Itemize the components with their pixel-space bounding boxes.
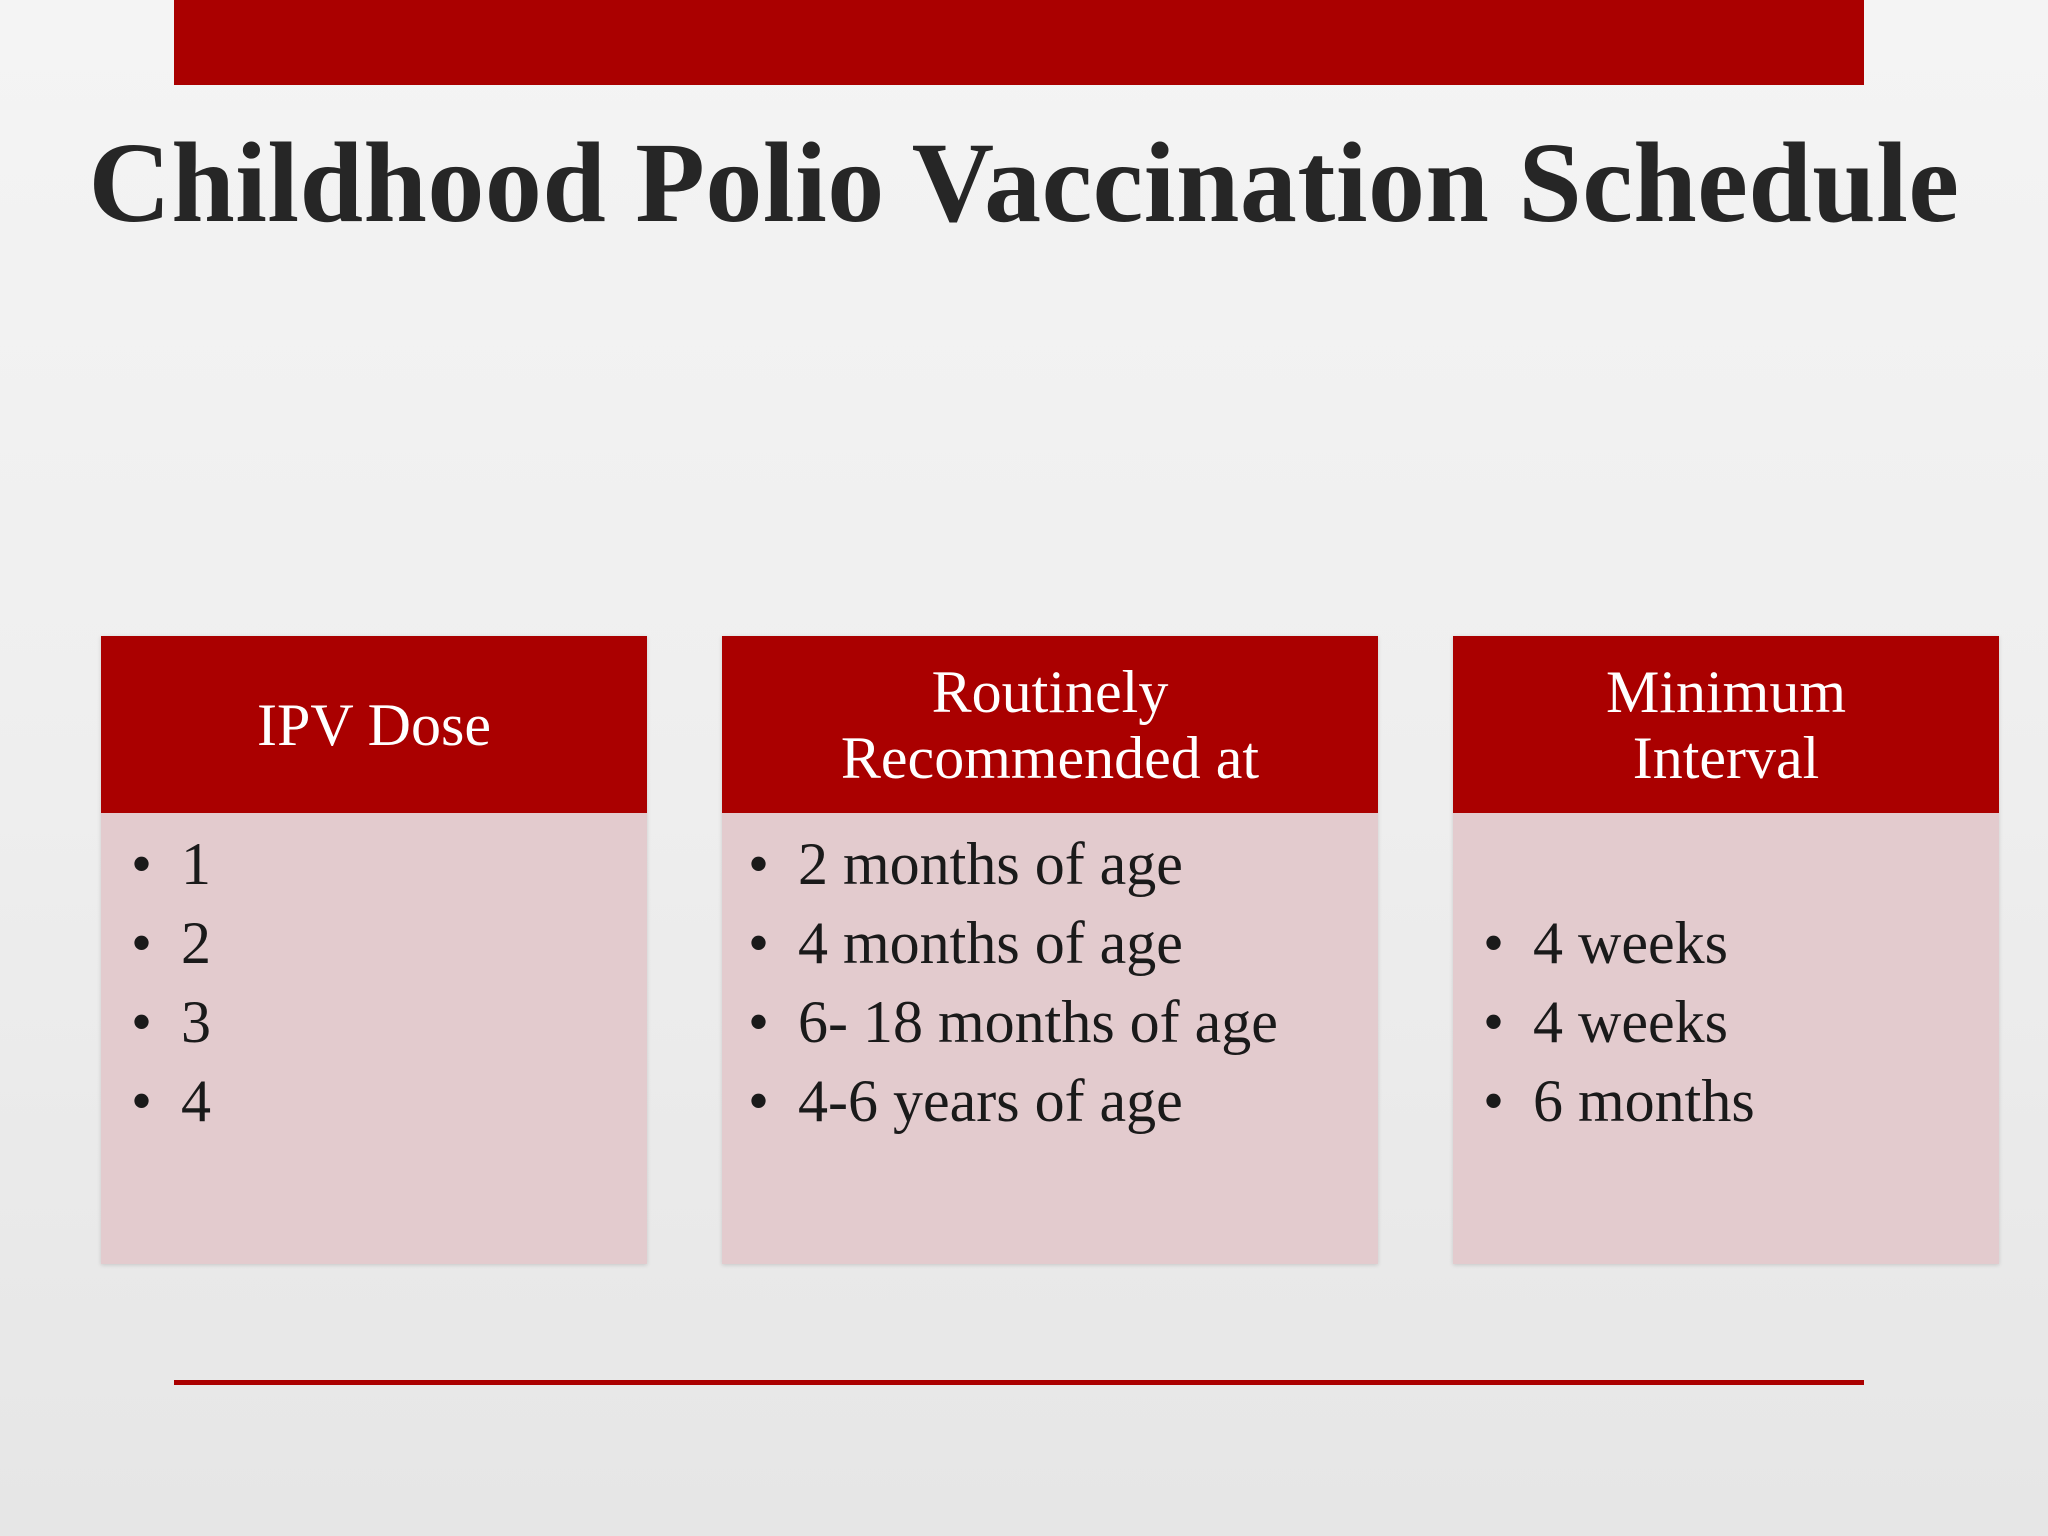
column-header (722, 636, 1378, 813)
bullet-list (101, 825, 647, 1141)
list-item: • 2 months of age (748, 825, 1378, 904)
top-accent-bar (174, 0, 1864, 85)
list-item: • 3 (131, 983, 647, 1062)
column-body (101, 813, 647, 1264)
slide-title: Childhood Polio Vaccination Schedule (88, 119, 1960, 246)
list-item: • 4 (131, 1062, 647, 1141)
column-header-label: Routinely Recommended at (840, 658, 1260, 791)
list-item: • 6- 18 months of age (748, 983, 1378, 1062)
bullet-icon: • (131, 1068, 153, 1134)
column-body (1453, 813, 1999, 1264)
column-recommended-at (722, 636, 1378, 1264)
bullet-icon: • (1483, 910, 1505, 976)
bullet-list (1453, 904, 1999, 1141)
list-item: • 4-6 years of age (748, 1062, 1378, 1141)
bullet-list (722, 825, 1378, 1141)
bullet-icon: • (748, 910, 770, 976)
column-header (1453, 636, 1999, 813)
bullet-icon: • (1483, 1068, 1505, 1134)
bullet-icon: • (748, 989, 770, 1055)
column-header (101, 636, 647, 813)
bullet-icon: • (748, 1068, 770, 1134)
bottom-divider (174, 1380, 1864, 1385)
bullet-icon: • (131, 989, 153, 1055)
list-item: • 4 weeks (1483, 983, 1999, 1062)
list-item: • 6 months (1483, 1062, 1999, 1141)
bullet-icon: • (748, 831, 770, 897)
list-item: • 1 (131, 825, 647, 904)
list-item: • 4 months of age (748, 904, 1378, 983)
bullet-icon: • (131, 910, 153, 976)
column-header-label: IPV Dose (257, 691, 491, 758)
bullet-icon: • (1483, 989, 1505, 1055)
column-ipv-dose (101, 636, 647, 1264)
column-minimum-interval (1453, 636, 1999, 1264)
bullet-icon: • (131, 831, 153, 897)
list-item: • 4 weeks (1483, 904, 1999, 983)
column-header-label: Minimum Interval (1605, 658, 1847, 791)
column-body (722, 813, 1378, 1264)
list-item: • 2 (131, 904, 647, 983)
